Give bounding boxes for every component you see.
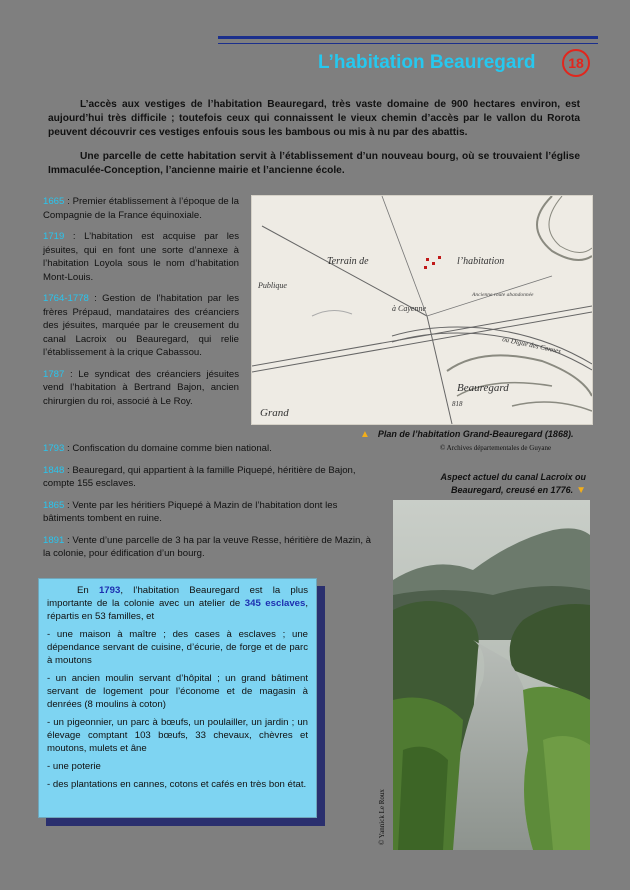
info-box-1793: [38, 578, 317, 818]
timeline-column-wide: [43, 442, 373, 569]
map-label-grand: Grand: [260, 407, 289, 419]
timeline-entry: [43, 442, 373, 456]
page-title: L’habitation Beauregard: [318, 52, 536, 73]
timeline-year: 1848: [43, 464, 65, 476]
timeline-year: 1787: [43, 368, 65, 380]
map-label-number: 818: [452, 400, 463, 408]
timeline-year: 1793: [43, 443, 65, 454]
map-drawing: [252, 196, 592, 424]
timeline-entry: [43, 499, 373, 526]
timeline-text: : L’habitation est acquise par les jésuites, qui en font une sorte d’annexe à l’habitation Loyola sous le nom d’habitation Mont-Louis.: [43, 231, 239, 283]
timeline-text: : Le syndicat des créanciers jésuites vend l’habitation à Bertrand Bajon, ancien chirurgien du roi, associé à Le Roy.: [43, 368, 239, 407]
photo-caption-text: Beauregard, creusé en 1776.: [451, 485, 574, 495]
timeline-text: : Gestion de l’habitation par les frères Prépaud, mandataires des créanciers des jésuites, marquée par le creusement du canal Lacroix ou Beauregard, qui relie l’établissement à la crique Cabassou.: [43, 293, 239, 358]
header-rule-thick: [218, 36, 598, 39]
timeline-text: : Beauregard, qui appartient à la famille Piquepé, héritière de Bajon, compte 155 esclaves.: [43, 464, 356, 489]
timeline-text: : Confiscation du domaine comme bien national.: [64, 443, 272, 454]
timeline-year: 1891: [43, 534, 65, 546]
map-label-beauregard: Beauregard: [457, 382, 509, 394]
intro-paragraph-1: L’accès aux vestiges de l’habitation Beauregard, très vaste domaine de 900 hectares environ, est aujourd’hui très difficile ; toutefois ceux qui connaissent le vieux chemin d’accès par le vallon du Rorota peuvent découvrir ces vestiges enfouis sous les bambous ou mis à nu par des abattis.: [48, 99, 580, 138]
photo-caption: [400, 471, 586, 497]
map-credit: © Archives départementales de Guyane: [440, 444, 552, 452]
triangle-up-icon: ▲: [360, 429, 370, 440]
map-label-habitation: l’habitation: [457, 256, 505, 267]
page-number-badge: 18: [562, 49, 590, 77]
timeline-text: : Vente d’une parcelle de 3 ha par la veuve Resse, héritière de Mazin, à la colonie, pour édification d’un bourg.: [43, 534, 371, 559]
triangle-down-icon: ▼: [576, 485, 586, 496]
info-box-item: - un ancien moulin servant d’hôpital ; un grand bâtiment servant de logement pour l’économe et de magasin à denrées (8 moulins à coton): [47, 673, 308, 710]
map-label-canal: Ancienne route abandonnée: [472, 292, 534, 298]
timeline-text: : Premier établissement à l’époque de la Compagnie de la France équinoxiale.: [43, 196, 239, 221]
info-box-item: - une maison à maître ; des cases à esclaves ; une dépendance servant de cuisine, d’écurie, de forge et de parc à moutons: [47, 629, 308, 666]
info-lead-count: 345 esclaves: [244, 598, 306, 609]
info-lead-after: , répartis en 53 familles, et: [47, 598, 308, 622]
timeline-year: 1764-1778: [43, 293, 89, 304]
header-rule-thin: [218, 43, 598, 44]
timeline-text: : Vente par les héritiers Piquepé à Mazin de l’habitation dont les bâtiments tombent en ruine.: [43, 499, 338, 524]
info-lead-year: 1793: [98, 585, 121, 596]
info-lead-middle: , l’habitation Beauregard est la plus importante de la colonie avec un atelier de: [47, 585, 308, 609]
photo-credit: © Yannick Le Roux: [378, 789, 386, 845]
map-label-cayenne: à Cayenne: [392, 304, 426, 313]
timeline-year: 1865: [43, 499, 65, 511]
historical-map: [251, 195, 593, 425]
info-box-lead: [47, 584, 308, 623]
map-buildings: [424, 256, 441, 269]
info-box-item: - des plantations en cannes, cotons et cafés en très bon état.: [47, 779, 307, 790]
info-lead-before: En: [77, 585, 99, 596]
map-label-publique: Publique: [258, 281, 287, 290]
timeline-year: 1719: [43, 231, 65, 242]
photo-drawing: [393, 500, 590, 850]
map-label-terrain: Terrain de: [327, 256, 369, 267]
timeline-entry: [43, 292, 239, 360]
info-box-item: - un pigeonnier, un parc à bœufs, un poulailler, un jardin ; un élevage comptant 103 bœufs, 33 chevaux, chèvres et moutons, mulets et âne: [47, 717, 308, 754]
canal-photo: [393, 500, 590, 850]
timeline-entry: [43, 368, 239, 409]
timeline-entry: [43, 230, 239, 284]
map-label-digue: ou Digue des Cannes: [501, 335, 562, 356]
map-caption: [360, 429, 573, 440]
timeline-entry: [43, 464, 373, 491]
timeline-entry: [43, 534, 373, 561]
photo-caption-line-1: Aspect actuel du canal Lacroix ou: [440, 472, 586, 482]
intro-text: [48, 98, 580, 188]
info-box-item: - une poterie: [47, 761, 101, 772]
timeline-entry: [43, 195, 239, 222]
timeline-column: [43, 195, 239, 416]
map-caption-text: Plan de l’habitation Grand-Beauregard (1868).: [377, 429, 574, 439]
timeline-year: 1665: [43, 196, 65, 207]
intro-paragraph-2: Une parcelle de cette habitation servit à l’établissement d’un nouveau bourg, où se trouvaient l’église Immaculée-Conception, l’ancienne mairie et l’ancienne école.: [48, 151, 580, 176]
photo-caption-line-2: [400, 484, 586, 497]
